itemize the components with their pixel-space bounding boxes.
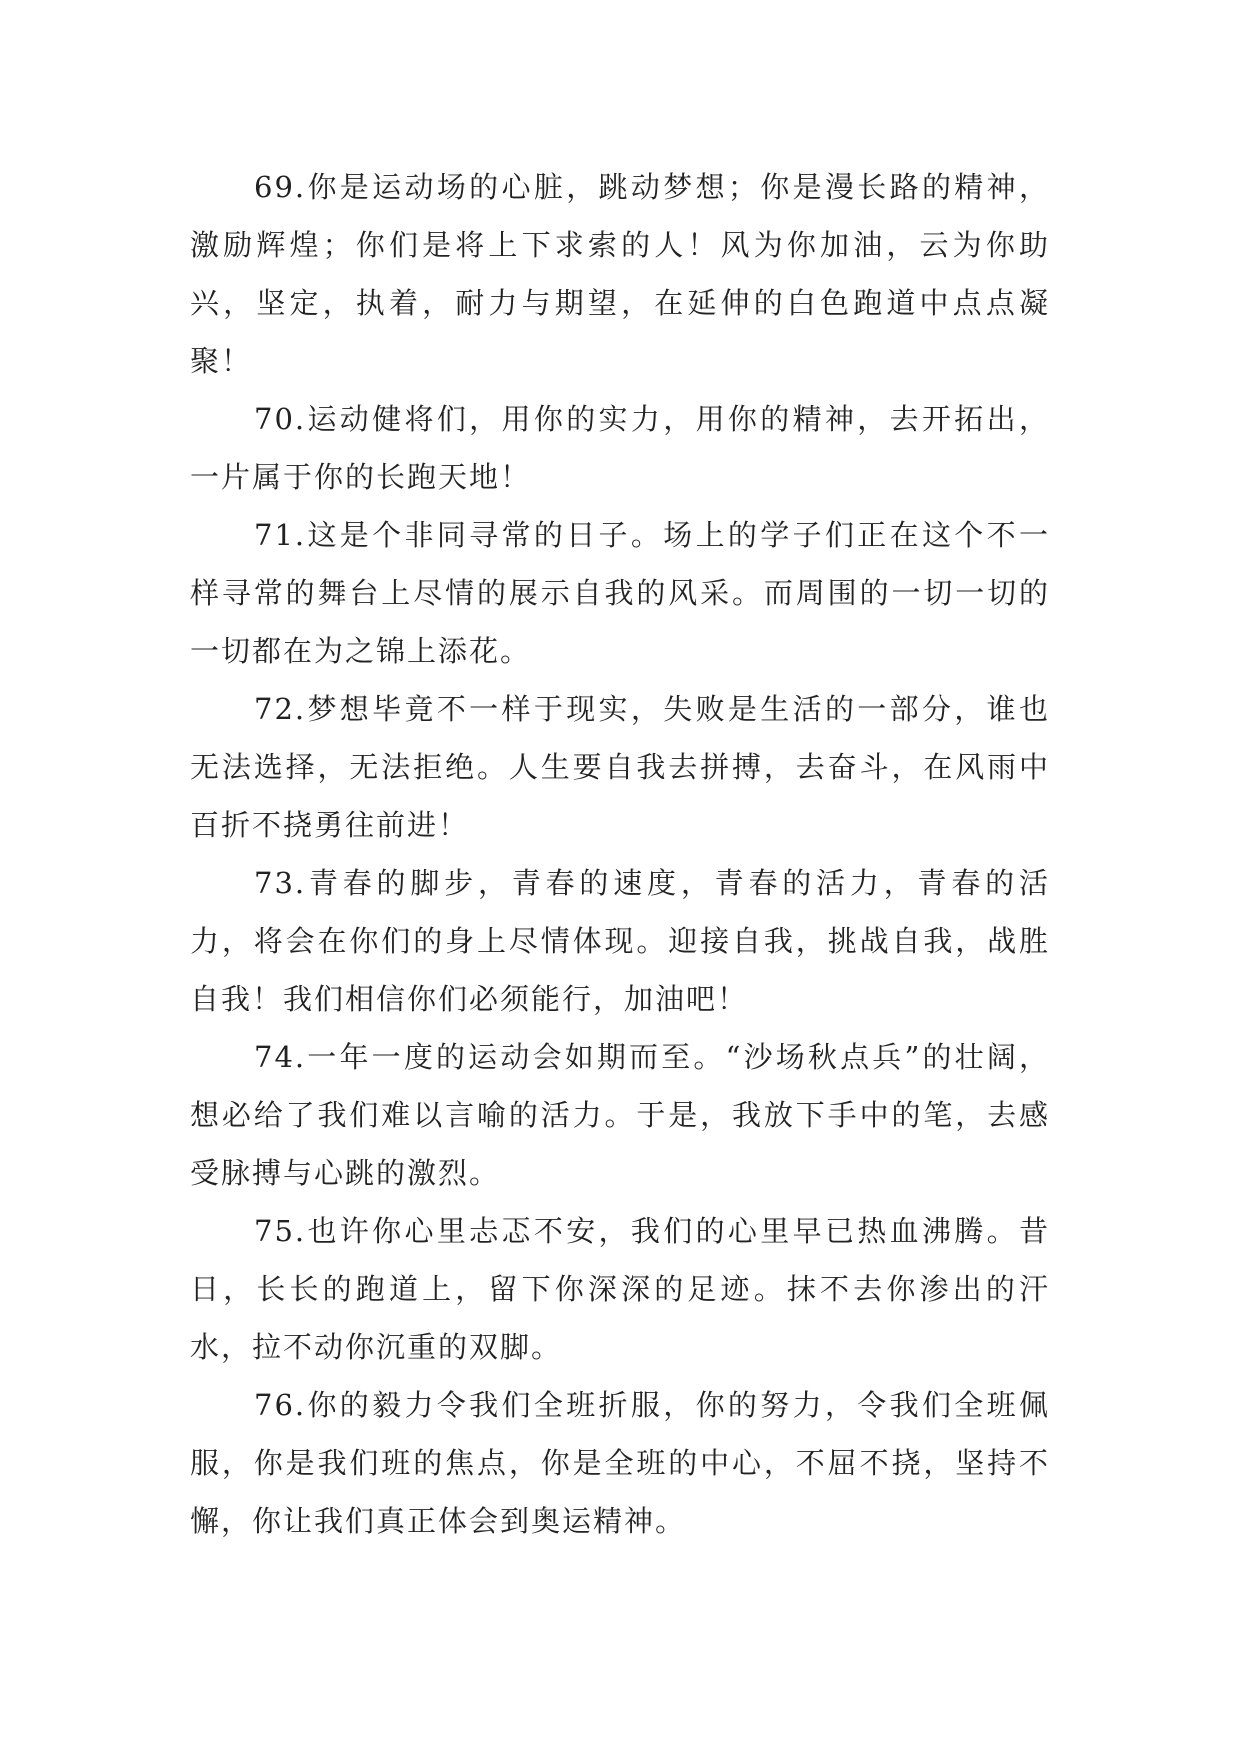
paragraph-73: 73.青春的脚步，青春的速度，青春的活力，青春的活力，将会在你们的身上尽情体现。迎接自我，挑战自我，战胜自我！我们相信你们必须能行，加油吧！ [190,866,1050,1016]
document-body [190,158,1050,1550]
paragraph-71: 71.这是个非同寻常的日子。场上的学子们正在这个不一样寻常的舞台上尽情的展示自我的风采。而周围的一切一切的一切都在为之锦上添花。 [190,518,1050,668]
paragraph-70: 70.运动健将们，用你的实力，用你的精神，去开拓出，一片属于你的长跑天地！ [190,402,1050,494]
paragraph-72: 72.梦想毕竟不一样于现实，失败是生活的一部分，谁也无法选择，无法拒绝。人生要自我去拼搏，去奋斗，在风雨中百折不挠勇往前进！ [190,692,1050,842]
paragraph-76: 76.你的毅力令我们全班折服，你的努力，令我们全班佩服，你是我们班的焦点，你是全班的中心，不屈不挠，坚持不懈，你让我们真正体会到奥运精神。 [190,1388,1050,1538]
paragraph-69: 69.你是运动场的心脏，跳动梦想；你是漫长路的精神，激励辉煌；你们是将上下求索的人！风为你加油，云为你助兴，坚定，执着，耐力与期望，在延伸的白色跑道中点点凝聚！ [190,170,1050,378]
paragraph-74: 74.一年一度的运动会如期而至。“沙场秋点兵”的壮阔，想必给了我们难以言喻的活力。于是，我放下手中的笔，去感受脉搏与心跳的激烈。 [190,1040,1050,1190]
paragraph-75: 75.也许你心里忐忑不安，我们的心里早已热血沸腾。昔日，长长的跑道上，留下你深深的足迹。抹不去你渗出的汗水，拉不动你沉重的双脚。 [190,1214,1050,1364]
